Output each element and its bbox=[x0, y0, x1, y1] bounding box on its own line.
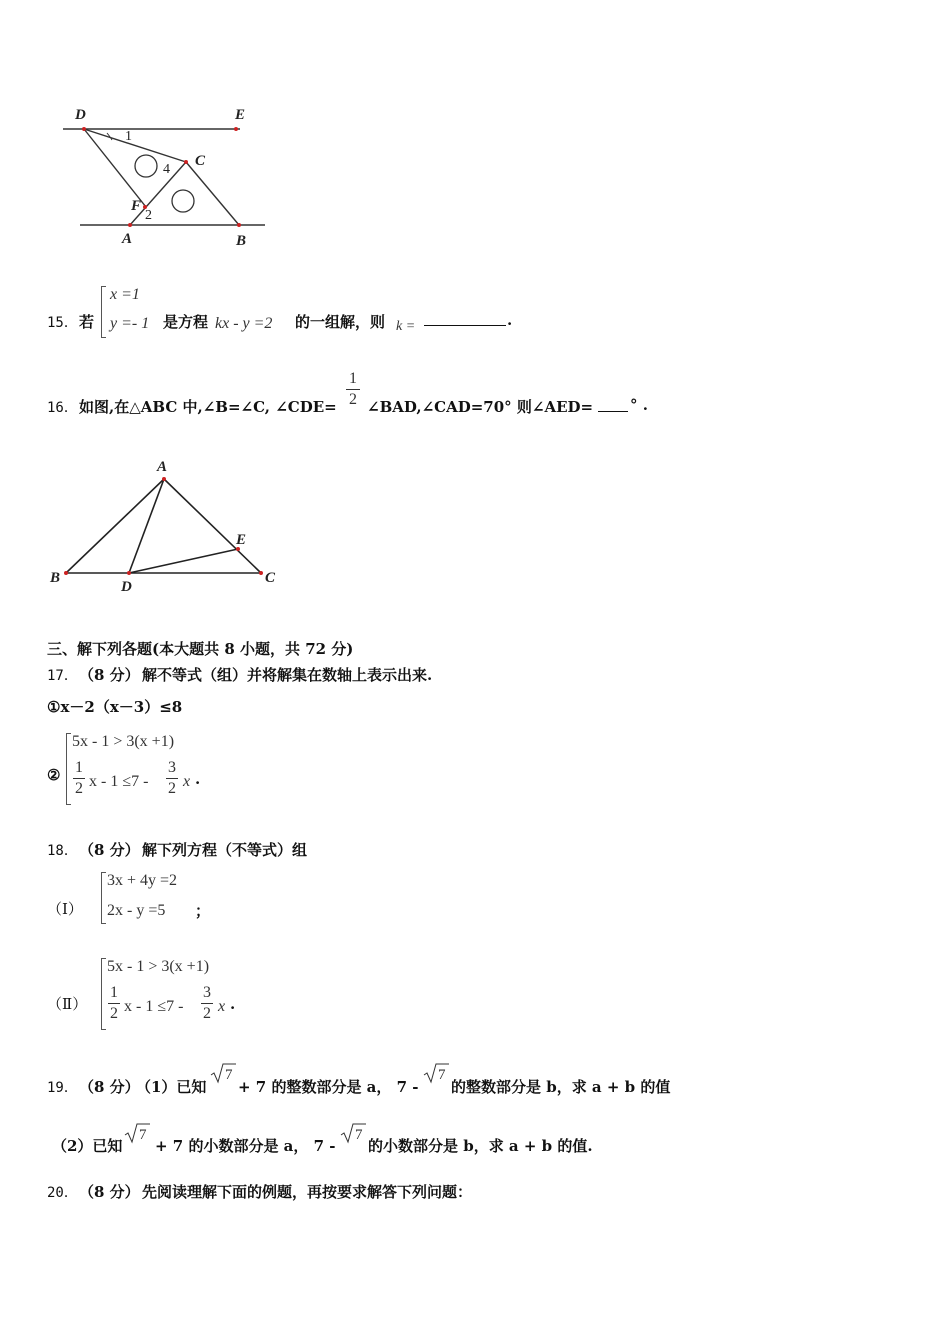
q15-pre: 若 bbox=[79, 313, 95, 331]
question-number: 17． bbox=[47, 668, 78, 684]
q19-p1b: + 7 的整数部分是 a， 7 - bbox=[238, 1078, 419, 1096]
q15-k: k = bbox=[396, 319, 416, 334]
angle-label-2: 2 bbox=[145, 208, 152, 223]
fraction-denominator: 2 bbox=[75, 780, 83, 797]
fraction-numerator: 3 bbox=[168, 759, 176, 776]
fraction-numerator: 1 bbox=[349, 370, 357, 387]
q15-post: 的一组解，则 bbox=[295, 313, 386, 331]
fraction-denominator: 2 bbox=[203, 1005, 211, 1022]
sqrt-icon bbox=[423, 1062, 449, 1086]
q16-text3: ° . bbox=[630, 396, 648, 414]
q15-end: . bbox=[507, 311, 513, 329]
question-number: 19． bbox=[47, 1080, 78, 1096]
system-brace bbox=[101, 958, 106, 1030]
figure-q16-triangle bbox=[45, 455, 285, 595]
fraction-denominator: 2 bbox=[168, 780, 176, 797]
figure-q14 bbox=[55, 100, 285, 260]
angle-label-1: 1 bbox=[125, 129, 132, 144]
q18-p1-end: ； bbox=[195, 902, 211, 920]
q18-part2-label: （Ⅱ） bbox=[47, 995, 88, 1013]
q18-p1-line2: 2x - y =5 bbox=[107, 902, 166, 919]
q18-p2-line1: 5x - 1 > 3(x +1) bbox=[107, 958, 210, 975]
q19-p1a: （1）已知 bbox=[136, 1078, 207, 1096]
radicand: 7 bbox=[225, 1067, 233, 1083]
q19-p1c: 的整数部分是 b，求 a + b 的值 bbox=[451, 1078, 671, 1096]
question-points: （8 分） bbox=[79, 666, 140, 684]
sqrt-icon bbox=[210, 1062, 236, 1086]
question-number: 18． bbox=[47, 843, 78, 859]
label-E: E bbox=[236, 532, 247, 548]
system-brace bbox=[101, 872, 106, 924]
q20-text: 先阅读理解下面的例题，再按要求解答下列问题： bbox=[142, 1183, 473, 1201]
angle-label-4: 4 bbox=[163, 162, 170, 177]
q15-mid: 是方程 bbox=[163, 313, 209, 331]
q17-line1: 5x - 1 > 3(x +1) bbox=[72, 733, 175, 750]
q18-part1-label: （Ⅰ） bbox=[47, 900, 83, 918]
q18-p2-line2b: x bbox=[218, 998, 226, 1015]
question-points: （8 分） bbox=[79, 1183, 140, 1201]
q17-text: 解不等式（组）并将解集在数轴上表示出来. bbox=[142, 666, 433, 684]
radicand: 7 bbox=[355, 1127, 363, 1143]
q17-line2b: x bbox=[183, 773, 191, 790]
q16-text2: ∠BAD,∠CAD=70° 则∠AED= bbox=[367, 398, 594, 416]
q18-dot: . bbox=[230, 995, 236, 1013]
label-A: A bbox=[122, 231, 133, 247]
label-C: C bbox=[195, 153, 206, 169]
q18-p1-line1: 3x + 4y =2 bbox=[107, 872, 178, 889]
question-number: 16． bbox=[47, 400, 78, 416]
q18-text: 解下列方程（不等式）组 bbox=[142, 841, 308, 859]
sqrt-icon bbox=[340, 1122, 366, 1146]
question-number: 20． bbox=[47, 1185, 78, 1201]
q17-line2a: x - 1 ≤7 - bbox=[89, 773, 149, 790]
question-points: （8 分） bbox=[79, 841, 140, 859]
fraction-numerator: 3 bbox=[203, 984, 211, 1001]
label-C: C bbox=[265, 570, 276, 586]
system-brace bbox=[66, 733, 71, 805]
question-points: （8 分） bbox=[79, 1078, 140, 1096]
label-E: E bbox=[235, 107, 246, 123]
q15-sys-line2: y =- 1 bbox=[110, 315, 150, 332]
fraction-numerator: 1 bbox=[110, 984, 118, 1001]
q15-equation: kx - y =2 bbox=[215, 315, 273, 332]
q18-p2-line2a: x - 1 ≤7 - bbox=[124, 998, 184, 1015]
answer-blank bbox=[424, 309, 506, 326]
system-brace bbox=[101, 286, 106, 338]
label-D: D bbox=[75, 107, 86, 123]
radicand: 7 bbox=[438, 1067, 446, 1083]
q17-dot: . bbox=[195, 770, 201, 788]
answer-blank bbox=[598, 396, 628, 412]
label-F: F bbox=[131, 198, 142, 214]
label-B: B bbox=[50, 570, 61, 586]
fraction-denominator: 2 bbox=[110, 1005, 118, 1022]
fraction-denominator: 2 bbox=[349, 391, 357, 408]
question-number: 15． bbox=[47, 315, 78, 331]
fraction-numerator: 1 bbox=[75, 759, 83, 776]
q17-part1: ①x－2（x－3）≤8 bbox=[47, 698, 183, 716]
section-heading: 三、解下列各题(本大题共 8 小题，共 72 分) bbox=[47, 640, 354, 658]
sqrt-icon bbox=[124, 1122, 150, 1146]
q19-p2b: + 7 的小数部分是 a， 7 - bbox=[155, 1137, 336, 1155]
label-B: B bbox=[236, 233, 247, 249]
q16-text1: 如图,在△ABC 中,∠B=∠C, ∠CDE= bbox=[79, 398, 337, 416]
q19-p2c: 的小数部分是 b，求 a + b 的值. bbox=[368, 1137, 593, 1155]
label-A: A bbox=[157, 459, 168, 475]
label-D: D bbox=[121, 579, 132, 595]
radicand: 7 bbox=[139, 1127, 147, 1143]
q19-p2a: （2）已知 bbox=[52, 1137, 123, 1155]
q15-sys-line1: x =1 bbox=[110, 286, 140, 303]
q17-part2-label: ② bbox=[47, 766, 61, 784]
